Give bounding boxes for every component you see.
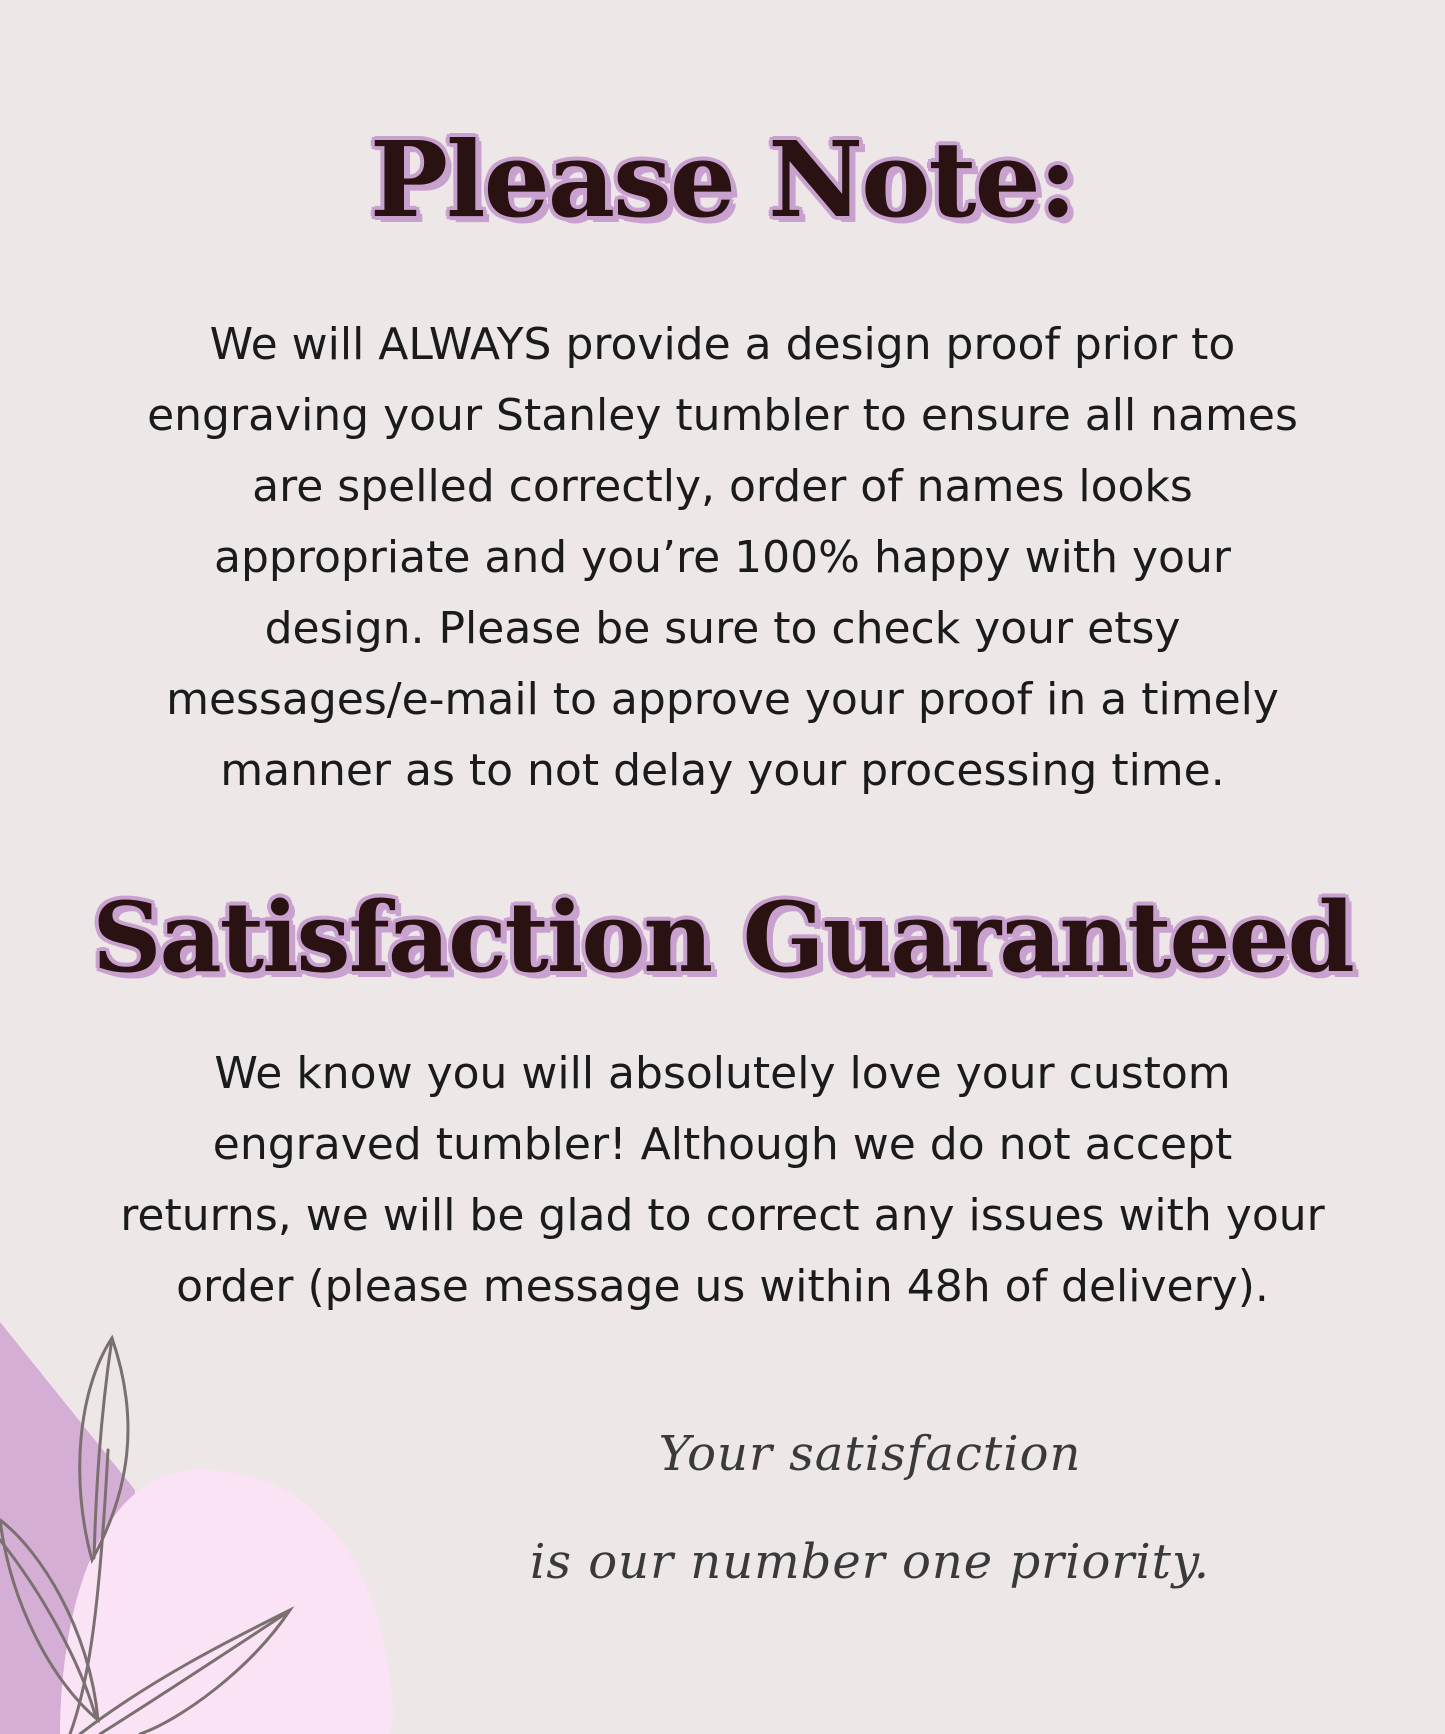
proof-notice-line: appropriate and you’re 100% happy with your	[214, 532, 1231, 583]
proof-notice-line: We will ALWAYS provide a design proof prior to	[209, 319, 1236, 370]
proof-notice-paragraph	[40, 309, 1405, 806]
guarantee-line: engraved tumbler! Although we do not accept	[212, 1119, 1233, 1170]
guarantee-paragraph	[40, 1038, 1405, 1322]
tagline-line: is our number one priority.	[530, 1534, 1210, 1590]
please-note-heading: Please Note:	[369, 118, 1076, 241]
proof-notice-line: manner as to not delay your processing time.	[220, 745, 1225, 796]
proof-notice-line: messages/e-mail to approve your proof in a timely	[166, 674, 1279, 725]
proof-notice-line: design. Please be sure to check your etsy	[264, 603, 1181, 654]
proof-notice-line: are spelled correctly, order of names looks	[252, 461, 1193, 512]
corner-decoration	[0, 1300, 420, 1734]
guarantee-line: order (please message us within 48h of delivery).	[176, 1261, 1269, 1312]
guarantee-line: We know you will absolutely love your custom	[214, 1048, 1231, 1099]
tagline-line: Your satisfaction	[658, 1426, 1082, 1482]
priority-tagline	[420, 1400, 1320, 1616]
satisfaction-guaranteed-heading: Satisfaction Guaranteed	[92, 881, 1353, 994]
guarantee-line: returns, we will be glad to correct any issues with your	[120, 1190, 1325, 1241]
proof-notice-line: engraving your Stanley tumbler to ensure all names	[147, 390, 1298, 441]
